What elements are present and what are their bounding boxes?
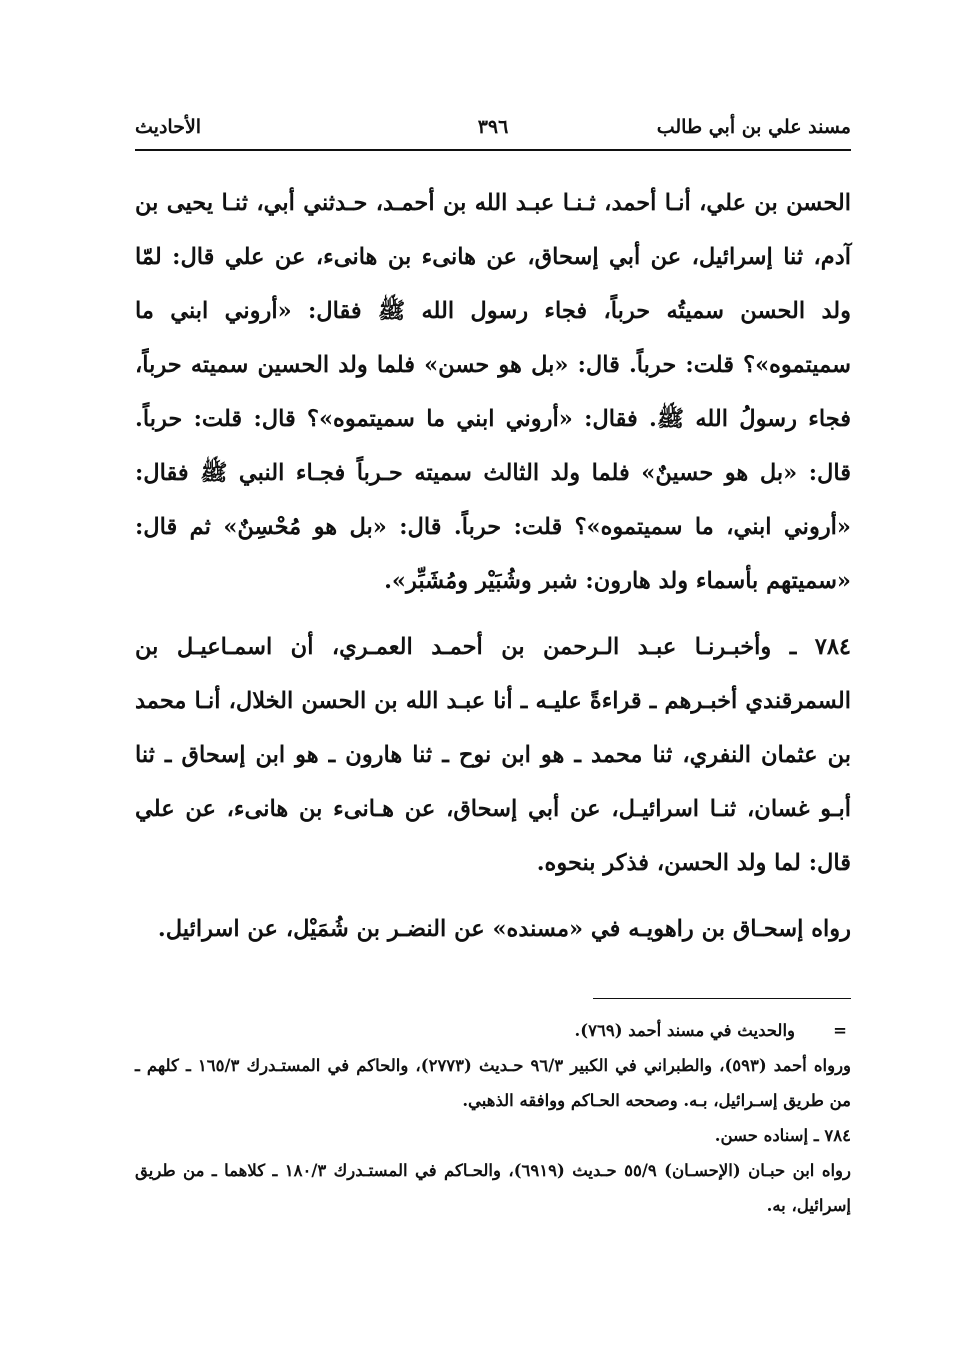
book-title: مسند علي بن أبي طالب <box>656 116 851 138</box>
main-text <box>135 176 851 956</box>
running-header <box>135 108 851 148</box>
footnote-line: ورواه أحمد (٥٩٣)، والطبراني في الكبير ٩٦/٣ حـديث (٢٧٧٣)، والحاكم في المستـدرك ١٦٥/٣ ـ كلهم ـ من طريق إسـرائيل، بـه. وصححه الحـاكم ووافقه الذهبي. <box>135 1056 852 1110</box>
footnote-divider <box>593 998 851 999</box>
footnotes <box>135 1013 851 1223</box>
hadith-paragraph: الحسن بن علي، أنـا أحمد، ثـنـا عبـد الله بن أحمـد، حـدثني أبي، ثنـا يحيى بن آدم، ثنا إسرائيل، عن أبي إسحاق، عن هانىء بن هانىء، عن علي قال: لمّا ولد الحسن سميتُه حرباً، فجاء رسول الله ﷺ فقال: «أروني ابني ما سميتموه»؟ قلت: حرباً. قال: «بل هو حسن» فلما ولد الحسين سميته حرباً، فجاء رسولُ الله ﷺ. فقال: «أروني ابني ما سميتموه»؟ قال: قلت: حرباً. قال: «بل هو حسينٌ» فلما ولد الثالث سميته حـرباً فجـاء النبي ﷺ فقال: «أروني ابني، ما سميتموه»؟ قلت: حرباً. قال: «بل هو مُحْسِنٌ» ثم قال: «سميتهم بأسماء ولد هارون: شبر وشُبَيْر ومُشَبِّر». <box>135 190 851 594</box>
footnote-ref-784: ٧٨٤ ـ إسناده حسن. <box>714 1126 851 1145</box>
footnote-line <box>135 1013 851 1048</box>
page-number: ٣٩٦ <box>477 116 509 138</box>
narration-paragraph: رواه إسحـاق بن راهويـه في «مسنده» عن النضـر بن شُمَيْل، عن اسرائيل. <box>157 916 851 942</box>
header-divider <box>135 149 851 151</box>
footnote-line: رواه ابن حبـان (الإحسـان) ٥٥/٩ حـديث (٦٩١٩)، والحـاكم في المستـدرك ١٨٠/٣ ـ كلاهما ـ من طريق إسرائيل، به. <box>135 1161 851 1215</box>
section-title: الأحاديث <box>135 116 202 138</box>
continuation-marker: = <box>833 1021 847 1040</box>
hadith-784-paragraph: ٧٨٤ ـ وأخبـرنـا عبـد الـرحمن بن أحمـد العمـري، أن اسمـاعيـل بن السمرقندي أخبـرهم ـ قراءةً عليـه ـ أنا عبـد الله بن الحسن الخلال، أنـا محمد بن عثمان النفري، ثنا محمد ـ هو ابن نوح ـ ثنا هارون ـ هو ابن إسحاق ـ ثنا أبـو غسان، ثنـا اسرائيـل، عن أبي إسحاق، عن هـانىء بن هانىء، عن علي قال: لما ولد الحسن، فذكر بنحوه. <box>135 634 851 876</box>
footnote-text: والحديث في مسند أحمد (٧٦٩). <box>574 1021 795 1040</box>
